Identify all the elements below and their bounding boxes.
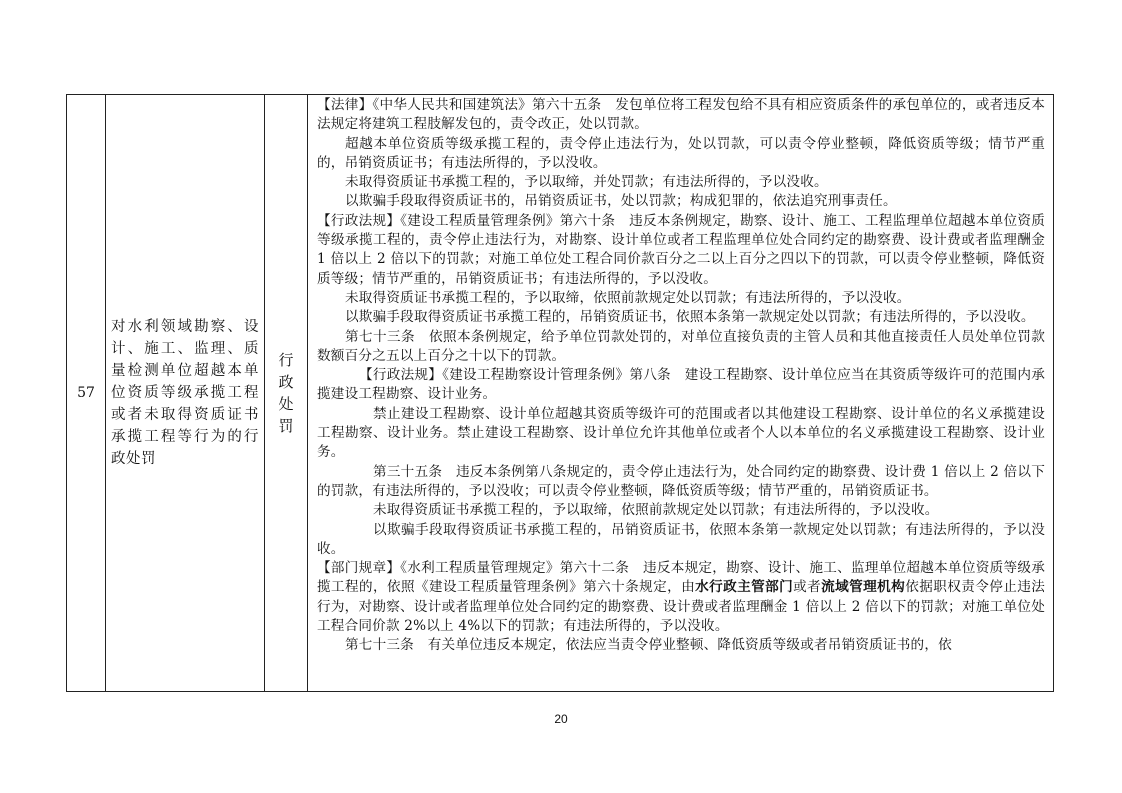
basis-text: 以欺骗手段取得资质证书承揽工程的，吊销资质证书，依照本条第一款规定处以罚款；有违法所得的，予以没收。 — [317, 521, 1045, 557]
basis-paragraph — [317, 96, 1045, 135]
legal-basis-cell — [308, 95, 1054, 692]
action-type — [265, 95, 308, 692]
item-name: 对水利领域勘察、设计、施工、监理、质量检测单位超越本单位资质等级承揽工程或者未取得资质证书承揽工程等行为的行政处罚 — [106, 95, 265, 692]
row-number: 57 — [67, 95, 106, 692]
regulation-table — [66, 94, 1054, 692]
basis-text: 以欺骗手段取得资质证书的，吊销资质证书，处以罚款；构成犯罪的，依法追究刑事责任。 — [345, 193, 897, 210]
basis-text: 第七十三条 依照本条例规定，给予单位罚款处罚的，对单位直接负责的主管人员和其他直接责任人员处单位罚款数额百分之五以上百分之十以下的罚款。 — [317, 328, 1045, 364]
basis-paragraph — [317, 192, 1045, 211]
basis-text: 第三十五条 违反本条例第八条规定的，责令停止违法行为，处合同约定的勘察费、设计费 1 倍以上 2 倍以下的罚款，有违法所得的，予以没收；可以责令停业整顿，降低资质等级；情节严重的，吊销资质证书。 — [317, 463, 1045, 499]
basis-paragraph — [317, 521, 1045, 560]
basis-paragraph — [317, 308, 1045, 327]
basis-text: 【法律】《中华人民共和国建筑法》第六十五条 发包单位将工程发包给不具有相应资质条件的承包单位的，或者违反本法规定将建筑工程肢解发包的，责令改正，处以罚款。 — [317, 97, 1045, 133]
basis-text: 第七十三条 有关单位违反本规定，依法应当责令停业整顿、降低资质等级或者吊销资质证书的，依 — [345, 637, 952, 654]
bold-authority-text: 水行政主管部门 — [695, 579, 794, 596]
basis-text: 超越本单位资质等级承揽工程的，责令停止违法行为，处以罚款，可以责令停业整顿，降低资质等级；情节严重的，吊销资质证书；有违法所得的，予以没收。 — [317, 135, 1045, 171]
basis-text: 以欺骗手段取得资质证书承揽工程的，吊销资质证书，依照本条第一款规定处以罚款；有违法所得的，予以没收。 — [345, 309, 1035, 326]
basis-text: 未取得资质证书承揽工程的，予以取缔，并处罚款；有违法所得的，予以没收。 — [345, 174, 828, 191]
basis-text: 或者 — [793, 579, 822, 596]
basis-text: 未取得资质证书承揽工程的，予以取缔，依照前款规定处以罚款；有违法所得的，予以没收。 — [373, 502, 939, 519]
basis-paragraph — [317, 212, 1045, 289]
basis-paragraph — [317, 463, 1045, 502]
basis-text: 依据职权责令停止违法行为，对勘察、设计或者监理单位处合同约定的勘察费、设计费或者监理酬金 1 倍以上 2 倍以下的罚款；对施工单位处工程合同价款 2%以上 4%以下的罚款；有违法所得的，予以没收。 — [317, 579, 1046, 635]
bold-authority-text: 流域管理机构 — [821, 579, 906, 596]
table-row — [67, 95, 1054, 692]
legal-basis — [317, 96, 1045, 656]
basis-paragraph — [317, 173, 1045, 192]
page-number: 20 — [554, 712, 568, 726]
basis-paragraph — [317, 559, 1045, 636]
basis-paragraph — [317, 366, 1045, 405]
basis-paragraph — [317, 636, 1045, 655]
basis-text: 禁止建设工程勘察、设计单位超越其资质等级许可的范围或者以其他建设工程勘察、设计单位的名义承揽建设工程勘察、设计业务。禁止建设工程勘察、设计单位允许其他单位或者个人以本单位的名义承揽建设工程勘察、设计业务。 — [317, 405, 1045, 461]
basis-text: 【行政法规】《建设工程质量管理条例》第六十条 违反本条例规定，勘察、设计、施工、工程监理单位超越本单位资质等级承揽工程的，责令停止违法行为，对勘察、设计单位或者工程监理单位处合同约定的勘察费、设计费或者监理酬金 1 倍以上 2 倍以下的罚款；对施工单位处工程合同价款百分之二以上百分之四以下的罚款，可以责令停业整顿，降低资质等级；情节严重的，吊销资质证书；有违法所得的，予以没收。 — [317, 212, 1045, 287]
basis-paragraph — [317, 405, 1045, 463]
basis-text: 【部门规章】《水利工程质量管理规定》第六十二条 违反本规定，勘察、设计、施工、监理单位超越本单位资质等级承揽工程的，依照《建设工程质量管理条例》第六十条规定，由 — [317, 560, 1045, 596]
basis-paragraph — [317, 289, 1045, 308]
basis-paragraph — [317, 135, 1045, 174]
basis-paragraph — [317, 328, 1045, 367]
action-type-text: 行政处罚 — [278, 351, 294, 435]
basis-paragraph — [317, 501, 1045, 520]
basis-text: 未取得资质证书承揽工程的，予以取缔，依照前款规定处以罚款；有违法所得的，予以没收。 — [345, 289, 911, 306]
basis-text: 【行政法规】《建设工程勘察设计管理条例》第八条 建设工程勘察、设计单位应当在其资质等级许可的范围内承揽建设工程勘察、设计业务。 — [317, 367, 1045, 403]
